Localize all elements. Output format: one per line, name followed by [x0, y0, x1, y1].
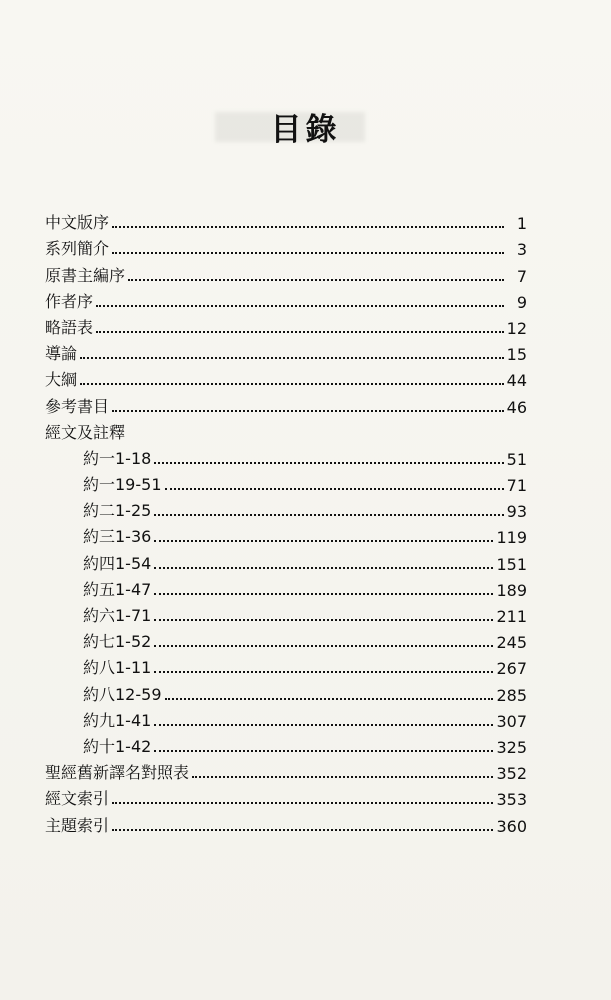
- toc-page-number: 151: [496, 554, 527, 574]
- toc-section-heading: [45, 417, 527, 443]
- toc-label: 經文及註釋: [45, 422, 126, 442]
- toc-page-number: 15: [506, 345, 527, 365]
- toc-subentry: [45, 547, 527, 573]
- leader-dots: [154, 619, 493, 621]
- leader-dots: [80, 383, 504, 385]
- toc-subentry: [45, 626, 527, 652]
- leader-dots: [154, 593, 493, 595]
- toc-label: 約二1-25: [83, 501, 152, 521]
- toc-label: 原書主編序: [45, 265, 126, 285]
- toc-label: 約一19-51: [83, 475, 162, 495]
- toc-page-number: 325: [496, 737, 527, 757]
- toc-label: 約八1-11: [83, 658, 152, 678]
- toc-page-number: 7: [516, 266, 527, 286]
- toc-label: 大綱: [45, 370, 78, 390]
- toc-subentry: [45, 731, 527, 757]
- toc-label: 約十1-42: [83, 736, 152, 756]
- toc-page-number: 9: [516, 292, 527, 312]
- toc-page-number: 211: [496, 607, 527, 626]
- toc-page-number: 189: [496, 580, 527, 600]
- leader-dots: [154, 567, 493, 569]
- leader-dots: [112, 410, 504, 412]
- toc-entry: [45, 364, 527, 390]
- toc-entry: [45, 390, 527, 416]
- toc-entry: [45, 286, 527, 312]
- toc-label: 導論: [45, 344, 78, 364]
- toc-label: 約四1-54: [83, 553, 152, 573]
- leader-dots: [154, 645, 493, 647]
- leader-dots: [112, 226, 504, 228]
- toc-subentry: [45, 495, 527, 521]
- toc-label: 主題索引: [45, 815, 110, 835]
- toc-label: 約八12-59: [83, 684, 162, 704]
- toc-subentry: [45, 574, 527, 600]
- leader-dots: [128, 279, 504, 281]
- toc-label: 約五1-47: [83, 579, 152, 599]
- toc-entry: [45, 783, 527, 809]
- leader-dots: [112, 802, 493, 804]
- toc-page-number: 267: [496, 659, 527, 679]
- toc-page-number: 3: [516, 240, 527, 260]
- toc-label: 約九1-41: [83, 710, 152, 730]
- leader-dots: [112, 829, 493, 831]
- toc-page-number: 353: [496, 790, 527, 810]
- toc-subentry: [45, 469, 527, 495]
- leader-dots: [154, 514, 503, 516]
- toc-label: 約三1-36: [83, 527, 152, 547]
- toc-page-number: 51: [506, 449, 527, 469]
- leader-dots: [154, 462, 503, 464]
- toc-page-number: 119: [496, 528, 527, 548]
- leader-dots: [96, 305, 504, 307]
- leader-dots: [165, 698, 494, 700]
- leader-dots: [192, 776, 493, 778]
- toc-entry: [45, 259, 527, 285]
- toc-page-number: 1: [516, 214, 527, 234]
- toc-page-number: 307: [496, 711, 527, 731]
- leader-dots: [154, 750, 493, 752]
- toc-page-number: 12: [506, 318, 527, 338]
- toc-entry: [45, 757, 527, 783]
- toc-page-number: 245: [496, 633, 527, 653]
- toc-entry: [45, 312, 527, 338]
- toc-label: 略語表: [45, 317, 94, 337]
- toc-label: 約七1-52: [83, 632, 152, 652]
- leader-dots: [112, 252, 504, 254]
- toc-entry: [45, 809, 527, 835]
- toc-label: 約六1-71: [83, 606, 152, 625]
- toc-subentry: [45, 521, 527, 547]
- page-title: 目錄: [270, 112, 341, 148]
- toc-label: 系列簡介: [45, 239, 110, 259]
- toc-subentry: [45, 678, 527, 704]
- leader-dots: [96, 331, 504, 333]
- leader-dots: [154, 540, 493, 542]
- toc-subentry: [45, 652, 527, 678]
- toc-page-number: 360: [496, 816, 527, 836]
- toc-page-number: 352: [496, 764, 527, 784]
- toc-page-number: 46: [506, 397, 527, 417]
- toc-label: 參考書目: [45, 396, 110, 416]
- toc-page-number: 71: [506, 476, 527, 496]
- table-of-contents: [45, 207, 527, 836]
- leader-dots: [154, 724, 493, 726]
- toc-entry: [45, 338, 527, 364]
- toc-page-number: 93: [506, 502, 527, 522]
- leader-dots: [80, 357, 504, 359]
- toc-label: 作者序: [45, 291, 94, 311]
- toc-label: 中文版序: [45, 213, 110, 233]
- toc-entry: [45, 233, 527, 259]
- toc-subentry: [45, 600, 527, 626]
- toc-label: 聖經舊新譯名對照表: [45, 763, 190, 783]
- toc-entry: [45, 207, 527, 233]
- toc-subentry: [45, 705, 527, 731]
- toc-label: 約一1-18: [83, 448, 152, 468]
- toc-label: 經文索引: [45, 789, 110, 809]
- leader-dots: [165, 488, 504, 490]
- leader-dots: [154, 671, 493, 673]
- toc-subentry: [45, 443, 527, 469]
- toc-page-number: 285: [496, 685, 527, 705]
- toc-page-number: 44: [506, 371, 527, 391]
